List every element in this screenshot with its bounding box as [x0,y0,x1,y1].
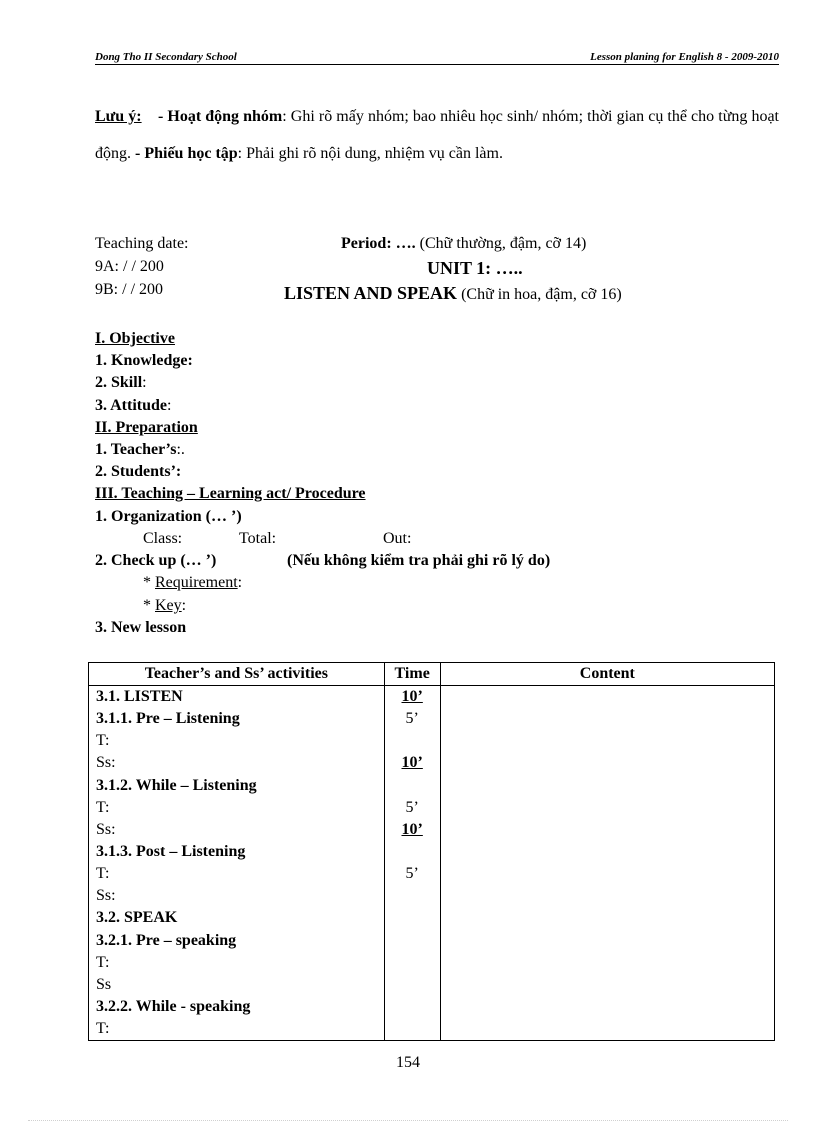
activity-cell: Ss [89,974,385,996]
activity-cell: T: [89,952,385,974]
activity-cell: T: [89,1018,385,1041]
objective-skill: 2. Skill [95,374,143,391]
requirement-label: Requirement [155,574,238,591]
content-cell [440,930,774,952]
table-row [89,930,775,952]
content-cell [440,885,774,907]
procedure-check-up: 2. Check up (… ’) [95,552,217,569]
content-cell [440,841,774,863]
header-rule [95,64,779,65]
table-row [89,841,775,863]
activity-cell: Ss: [89,885,385,907]
table-row [89,686,775,709]
organization-total-label: Total: [239,530,277,547]
activity-cell: T: [89,797,385,819]
table-row [89,819,775,841]
time-cell [384,730,440,752]
requirement-bullet: * [143,574,155,591]
section-procedure: III. Teaching – Learning act/ Procedure [95,485,366,502]
time-cell: 10’ [384,819,440,841]
key-suffix: : [181,597,187,614]
period-hint: (Chữ thường, đậm, cỡ 14) [415,235,587,252]
preparation-teachers-suffix: :. [176,441,185,458]
table-row [89,775,775,797]
class-9a-date: 9A: / / 200 [95,258,164,275]
content-cell [440,974,774,996]
content-cell [440,708,774,730]
objective-attitude-line [95,397,171,415]
activity-cell: 3.1. LISTEN [89,686,385,709]
objective-attitude: 3. Attitude [95,397,167,414]
preparation-students: 2. Students’: [95,463,182,480]
content-cell [440,686,774,709]
organization-out-label: Out: [383,530,412,547]
content-cell [440,752,774,774]
preparation-teachers-line [95,441,185,459]
content-cell [440,775,774,797]
table-row [89,1018,775,1041]
objective-skill-line [95,374,147,392]
header-activities: Teacher’s and Ss’ activities [89,663,385,686]
section-preparation: II. Preparation [95,419,198,436]
content-cell [440,819,774,841]
table-row [89,885,775,907]
time-cell [384,952,440,974]
activity-cell: 3.1.3. Post – Listening [89,841,385,863]
worksheet-text: : Phải ghi rõ nội dung, nhiệm vụ cần làm. [237,145,503,162]
procedure-new-lesson: 3. New lesson [95,619,187,636]
time-cell: 10’ [384,686,440,709]
group-activity-text: : Ghi rõ mấy nhóm; bao nhiêu học sinh/ nhóm; thời gian cụ thể cho từng hoạt động. [95,108,780,162]
content-cell [440,996,774,1018]
time-cell: 10’ [384,752,440,774]
time-cell: 5’ [384,708,440,730]
requirement-suffix: : [237,574,243,591]
table-row [89,797,775,819]
period-line [341,235,586,253]
group-activity-label: - Hoạt động nhóm [157,108,283,125]
table-row [89,974,775,996]
activity-cell: 3.1.1. Pre – Listening [89,708,385,730]
content-cell [440,797,774,819]
table-body [89,686,775,1041]
time-cell [384,974,440,996]
activity-cell: 3.1.2. While – Listening [89,775,385,797]
activity-cell: 3.2.2. While - speaking [89,996,385,1018]
page-bottom-rule [28,1120,788,1121]
time-cell [384,907,440,929]
activity-cell: Ss: [89,752,385,774]
preparation-teachers: 1. Teacher’s [95,441,177,458]
objective-skill-suffix: : [142,374,147,391]
table-row [89,708,775,730]
table-row [89,907,775,929]
time-cell [384,1018,440,1041]
header-content: Content [440,663,774,686]
activity-cell: T: [89,863,385,885]
period-label: Period: …. [341,235,416,252]
objective-knowledge: 1. Knowledge: [95,352,193,369]
time-cell: 5’ [384,863,440,885]
time-cell: 5’ [384,797,440,819]
unit-title: UNIT 1: ….. [427,258,523,278]
requirement-line [143,574,242,592]
header-school-name: Dong Tho II Secondary School [95,51,237,63]
content-cell [440,952,774,974]
time-cell [384,841,440,863]
header-lesson-plan-title: Lesson planing for English 8 - 2009-2010 [590,51,779,63]
table-row [89,730,775,752]
procedure-organization: 1. Organization (… ’) [95,508,242,525]
time-cell [384,930,440,952]
content-cell [440,863,774,885]
activity-cell: Ss: [89,819,385,841]
content-cell [440,907,774,929]
table-header-row [89,663,775,686]
worksheet-label: - Phiếu học tập [135,145,238,162]
table-row [89,752,775,774]
table-row [89,863,775,885]
note-label: Lưu ý: [95,108,142,125]
content-cell [440,730,774,752]
key-label: Key [155,597,182,614]
key-bullet: * [143,597,155,614]
unit-subtitle-hint: (Chữ in hoa, đậm, cỡ 16) [457,286,622,303]
activity-cell: T: [89,730,385,752]
check-up-note: (Nếu không kiểm tra phải ghi rõ lý do) [287,552,551,569]
key-line [143,597,186,615]
table-row [89,952,775,974]
unit-subtitle-line [284,283,622,304]
objective-attitude-suffix: : [167,397,172,414]
time-cell [384,885,440,907]
unit-subtitle: LISTEN AND SPEAK [284,283,458,303]
time-cell [384,775,440,797]
organization-class-label: Class: [143,530,183,547]
time-cell [384,996,440,1018]
activity-cell: 3.2.1. Pre – speaking [89,930,385,952]
class-9b-date: 9B: / / 200 [95,281,164,298]
activity-cell: 3.2. SPEAK [89,907,385,929]
section-objective: I. Objective [95,330,175,347]
header-time: Time [384,663,440,686]
table-row [89,996,775,1018]
content-cell [440,1018,774,1041]
page-number: 154 [396,1054,420,1071]
lesson-activities-table [88,662,775,1041]
teaching-date-label: Teaching date: [95,235,189,252]
note-paragraph [95,98,779,172]
